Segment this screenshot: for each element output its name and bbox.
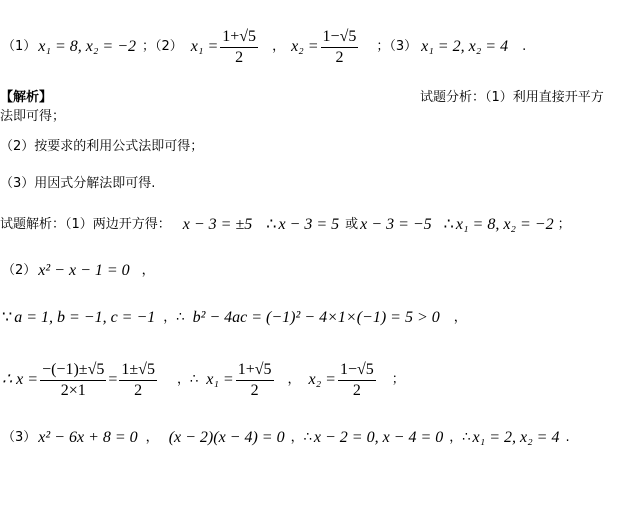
solution-line-2 xyxy=(2,261,155,281)
therefore-connector: ，∴ xyxy=(176,372,199,387)
semicolon: ； xyxy=(391,372,405,387)
answer-part1-solution: x₁ = 8, x₂ = −2 xyxy=(38,38,136,55)
therefore-connector: ，∴ xyxy=(449,430,471,445)
therefore-connector: ，∴ xyxy=(163,310,185,325)
answer-x1-label: x₁ = xyxy=(190,38,219,55)
fraction-numerator: 1+√5 xyxy=(236,361,274,381)
analysis-item-3 xyxy=(0,174,155,194)
analysis-item-2-text: （2）按要求的利用公式法即可得； xyxy=(0,139,204,154)
answer-part2-marker: ；（2） xyxy=(142,39,183,54)
equation: x² − x − 1 = 0 xyxy=(38,262,130,279)
x1-label: x₁ = xyxy=(206,371,234,388)
fraction-denominator: 2 xyxy=(235,48,244,66)
equation: x₁ = 8, x₂ = −2 xyxy=(455,216,554,233)
x2-fraction xyxy=(338,361,376,400)
or-word: 或 xyxy=(345,217,359,232)
x2-label: x₂ = xyxy=(308,371,336,388)
answer-line xyxy=(2,27,527,66)
answer-part1-marker: （1） xyxy=(2,39,37,54)
comma: ， xyxy=(272,39,286,54)
fraction-numerator: 1+√5 xyxy=(220,28,258,48)
analysis-continuation xyxy=(0,107,65,127)
comma: ， xyxy=(145,430,159,445)
equation: x₁ = 2, x₂ = 4 xyxy=(472,429,560,446)
semicolon: ； xyxy=(557,217,571,232)
quadratic-formula-fraction xyxy=(40,361,106,400)
fraction-denominator: 2 xyxy=(335,48,344,66)
because-symbol: ∵ xyxy=(2,309,13,326)
answer-x2-fraction xyxy=(321,28,359,67)
comma: ， xyxy=(287,372,301,387)
equation: x − 3 = ±5 xyxy=(182,216,253,233)
factored-equation: (x − 2)(x − 4) = 0 xyxy=(168,429,285,446)
part-marker: （2） xyxy=(2,263,37,278)
discriminant-equation: b² − 4ac = (−1)² − 4×1×(−1) = 5 > 0 xyxy=(192,309,440,326)
fraction-numerator: 1−√5 xyxy=(321,28,359,48)
fraction-denominator: 2 xyxy=(134,381,143,399)
fraction-numerator: −(−1)±√5 xyxy=(40,361,106,381)
fraction-denominator: 2 xyxy=(250,381,259,399)
period: . xyxy=(565,430,570,445)
therefore-symbol: ∴ xyxy=(443,216,454,233)
equation: x − 3 = −5 xyxy=(360,216,432,233)
simplified-fraction xyxy=(119,361,157,400)
analysis-item-3-text: （3）用因式分解法即可得. xyxy=(0,176,156,191)
comma: ， xyxy=(453,310,467,325)
therefore-symbol: ∴ xyxy=(266,216,277,233)
answer-x1-fraction xyxy=(220,28,258,67)
answer-part3-marker: ；（3） xyxy=(376,39,418,54)
equation: x² − 6x + 8 = 0 xyxy=(38,429,138,446)
analysis-item-2 xyxy=(0,137,203,157)
equation: x − 3 = 5 xyxy=(278,216,340,233)
answer-part3-solution: x₁ = 2, x₂ = 4 xyxy=(421,38,509,55)
analysis-continuation-text: 法即可得； xyxy=(0,109,66,124)
fraction-denominator: 2 xyxy=(352,381,361,399)
period: . xyxy=(522,39,527,54)
analysis-intro xyxy=(420,88,604,108)
analysis-heading xyxy=(0,88,52,108)
x1-fraction xyxy=(236,361,274,400)
therefore-connector: ，∴ xyxy=(290,430,312,445)
fraction-numerator: 1−√5 xyxy=(338,361,376,381)
solution-line-4 xyxy=(2,358,405,402)
solution-line-1 xyxy=(0,215,571,235)
solution-line-5 xyxy=(2,427,570,449)
therefore-x: ∴ x = xyxy=(2,371,39,388)
part-marker: （3） xyxy=(2,430,37,445)
solution-prefix: 试题解析：（1）两边开方得： xyxy=(0,217,171,232)
analysis-intro-text: 试题分析：（1）利用直接开平方 xyxy=(420,90,604,105)
analysis-heading-text: 【解析】 xyxy=(0,90,53,105)
answer-x2-label: x₂ = xyxy=(291,38,319,55)
equation: x − 2 = 0, x − 4 = 0 xyxy=(313,429,444,446)
fraction-denominator: 2×1 xyxy=(60,381,86,399)
solution-line-3 xyxy=(2,307,467,329)
comma: ， xyxy=(141,263,155,278)
equals-sign: = xyxy=(108,371,118,388)
fraction-numerator: 1±√5 xyxy=(119,361,157,381)
equation: a = 1, b = −1, c = −1 xyxy=(14,309,156,326)
